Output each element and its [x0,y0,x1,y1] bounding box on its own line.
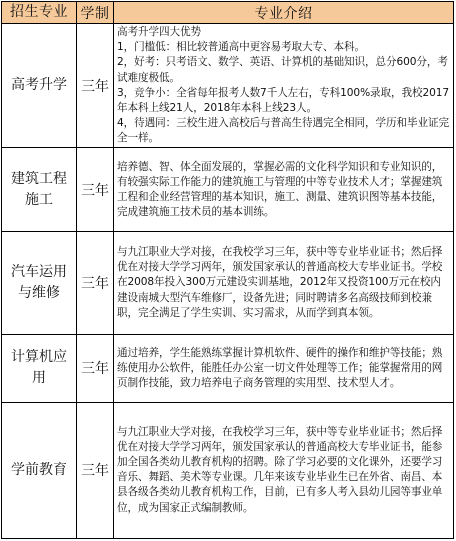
major-name: 计算机应用 [2,334,77,402]
major-description: 与九江职业大学对接，在我校学习三年，获中等专业毕业证书；然后择优在对接大学学习两年，颁发国家承认的普通高校大专毕业证书，能参加全国各类幼儿教育机构的招聘。除了学习必要的文化课外，还要学习音乐、舞蹈、美术等专业课。几年来该专业毕业生已在外省、南昌、本县各级各类幼儿教育机构工作，目前，已有多人考入县幼儿园等事业单位，成为国家正式编制教师。 [114,402,454,538]
header-major: 招生专业 [2,2,77,24]
major-name: 建筑工程施工 [2,148,77,232]
major-description: 通过培养，学生能熟练掌握计算机软件、硬件的操作和维护等技能；熟练使用办公软件，能胜任办公室一切文件处理等工作；能掌握常用的网页制作技能，致力培养电子商务管理的实用型、技术型人才。 [114,334,454,402]
table-row [2,334,454,402]
major-name: 高考升学 [2,24,77,148]
header-intro: 专业介绍 [114,2,454,24]
description-line: 高考升学四大优势 [117,26,201,39]
table-row [2,232,454,334]
description-line: 2，好考：只考语文、数学、英语、计算机的基础知识，总分600分，考试难度极低。 [117,56,448,84]
table-row [2,24,454,148]
description-line: 1，门槛低：相比较普通高中更容易考取大专、本科。 [117,41,365,54]
duration: 三年 [77,402,114,538]
major-name: 汽车运用与维修 [2,232,77,334]
header-duration: 学制 [77,2,114,24]
description-line: 3，竞争小：全省每年报考人数7千人左右，专科100%录取，我校2017年本科上线21人，2018年本科上线23人。 [117,86,450,114]
duration: 三年 [77,148,114,232]
duration: 三年 [77,24,114,148]
duration: 三年 [77,334,114,402]
table-row [2,148,454,232]
major-name: 学前教育 [2,402,77,538]
header-row [2,2,454,24]
description-line: 4，待遇同：三校生进入高校后与普高生待遇完全相同，学历和毕业证完全一样。 [117,116,449,144]
major-description: 培养德、智、体全面发展的，掌握必需的文化科学知识和专业知识的，有较强实际工作能力的建筑施工与管理的中等专业技术人才；掌握建筑工程和企业经营管理的基本知识，施工、测量、建筑识图等基本技能，完成建筑施工技术员的基本训练。 [114,148,454,232]
duration: 三年 [77,232,114,334]
major-description: 与九江职业大学对接，在我校学习三年，获中等专业毕业证书；然后择优在对接大学学习两年，颁发国家承认的普通高校大专毕业证书。学校在2008年投入300万元建设实训基地，2012年又投资100万元在校内建设南城大型汽车维修厂，设备先进；同时聘请多名高级技师到校兼职，完全满足了学生实训、实习需求，从而学到真本领。 [114,232,454,334]
major-description [114,24,454,148]
table-row [2,402,454,538]
enrollment-table [1,1,454,539]
